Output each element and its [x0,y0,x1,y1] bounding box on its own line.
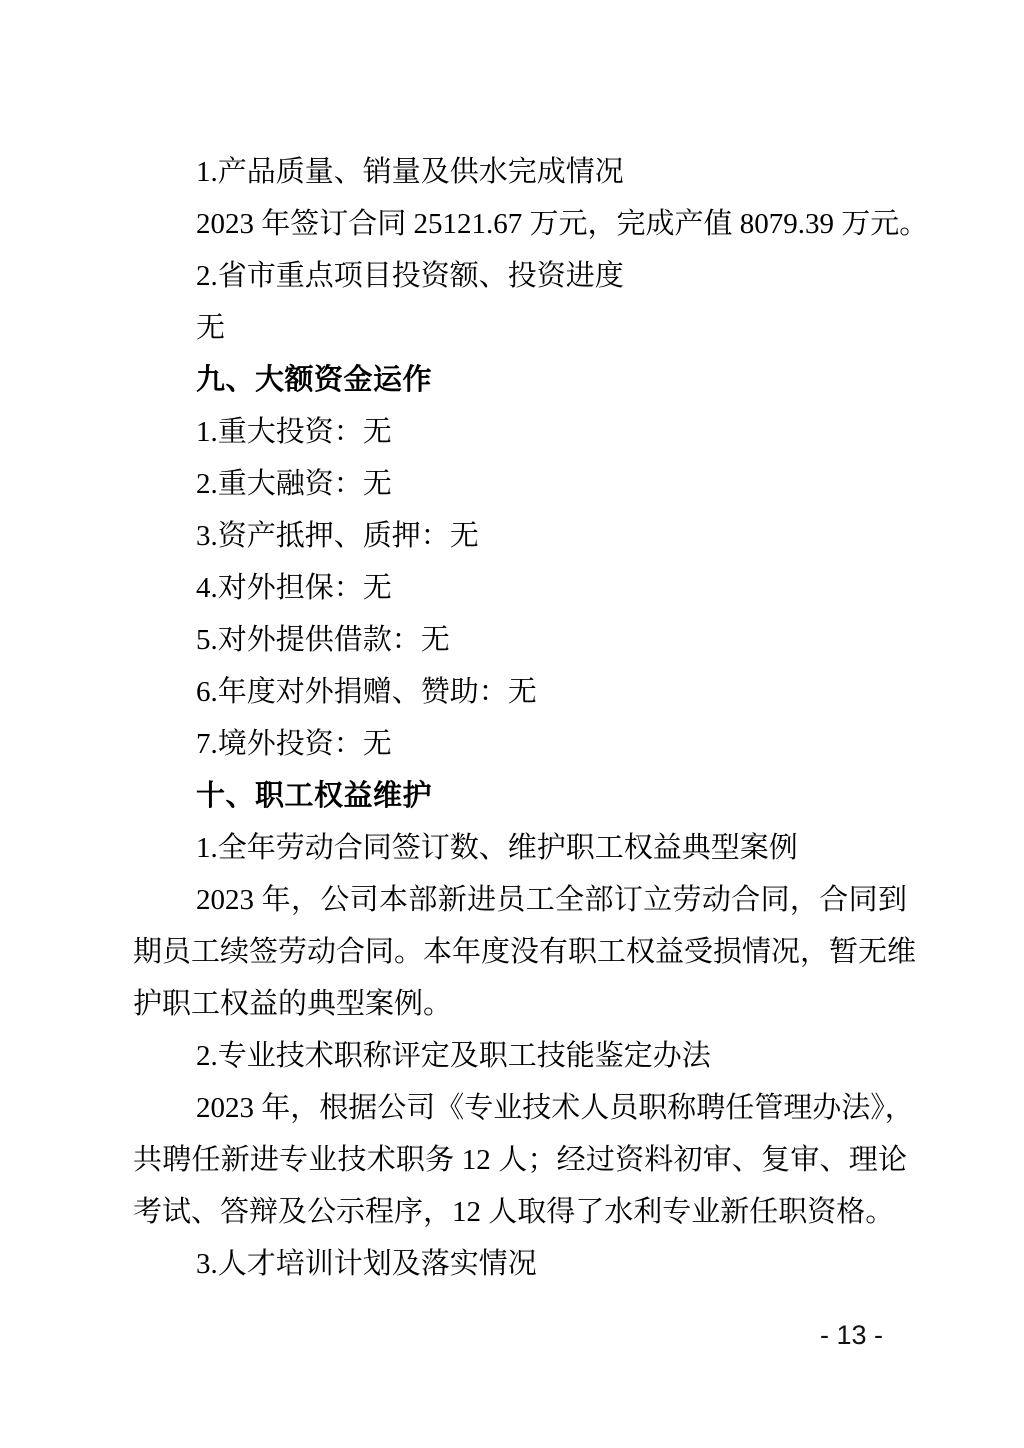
heading-large-fund-operations: 九、大额资金运作 [196,364,433,396]
para-contract-and-output-value: 2023 年签订合同 25121.67 万元，完成产值 8079.39 万元。 [196,208,929,240]
item-major-investment: 1.重大投资：无 [196,416,392,448]
para-labor-contracts-line2: 期员工续签劳动合同。本年度没有职工权益受损情况，暂无维 [133,936,917,968]
item-major-financing: 2.重大融资：无 [196,468,392,500]
document-body [133,146,929,1290]
item-talent-training-plan: 3.人才培训计划及落实情况 [196,1248,537,1280]
heading-employee-rights-protection: 十、职工权益维护 [196,780,433,812]
item-key-project-investment: 2.省市重点项目投资额、投资进度 [196,260,624,292]
item-labor-contract-cases: 1.全年劳动合同签订数、维护职工权益典型案例 [196,832,798,864]
item-external-loans: 5.对外提供借款：无 [196,624,450,656]
item-overseas-investment: 7.境外投资：无 [196,728,392,760]
text-none: 无 [196,312,226,344]
para-title-appointment-line1: 2023 年，根据公司《专业技术人员职称聘任管理办法》， [196,1092,914,1124]
item-asset-mortgage-pledge: 3.资产抵押、质押：无 [196,520,479,552]
para-labor-contracts-line1: 2023 年，公司本部新进员工全部订立劳动合同，合同到 [196,884,907,916]
para-labor-contracts-line3: 护职工权益的典型案例。 [133,988,453,1020]
page-number: - 13 - [819,1320,883,1350]
item-professional-title-evaluation: 2.专业技术职称评定及职工技能鉴定办法 [196,1040,711,1072]
para-title-appointment-line2: 共聘任新进专业技术职务 12 人；经过资料初审、复审、理论 [133,1144,907,1176]
para-title-appointment-line3: 考试、答辩及公示程序，12 人取得了水利专业新任职资格。 [133,1196,895,1228]
item-external-guarantee: 4.对外担保：无 [196,572,392,604]
item-product-quality: 1.产品质量、销量及供水完成情况 [196,156,624,188]
item-annual-donations-sponsorship: 6.年度对外捐赠、赞助：无 [196,676,537,708]
